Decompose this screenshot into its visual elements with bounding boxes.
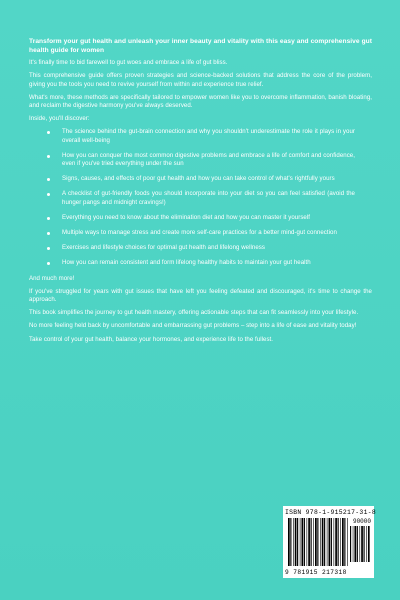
intro-paragraph-3: What's more, these methods are specifically tailored to empower women like you to overcome inflammation, banish bloating, and reclaim the digestive harmony you've always deserved. [29,93,372,109]
bullet-icon [47,217,50,220]
closing-paragraph-2: This book simplifies the journey to gut health mastery, offering actionable steps that can fit seamlessly into your lifestyle. [29,309,359,317]
list-item [47,175,355,183]
isbn-barcode [283,506,374,578]
intro-paragraph-1: It's finally time to bid farewell to gut woes and embrace a life of gut bliss. [29,59,228,67]
bullet-icon [47,131,50,134]
list-item [47,229,355,237]
bullet-icon [47,155,50,158]
list-item [47,190,355,206]
list-item [47,214,355,222]
barcode-bars [288,518,350,566]
bullet-icon [47,262,50,265]
list-item [47,259,355,267]
closing-paragraph-1: If you've struggled for years with gut issues that have left you feeling defeated and discouraged, it's time to change the approach. [29,287,372,304]
list-item-text: Multiple ways to manage stress and create more self-care practices for a better mind-gut connection [62,229,337,237]
isbn-label: ISBN 978-1-915217-31-8 [285,509,376,516]
list-item-text: Everything you need to know about the elimination diet and how you can master it yourself [62,213,311,221]
list-item-text: Signs, causes, and effects of poor gut health and how you can take control of what's rightfully yours [62,175,335,183]
headline: Transform your gut health and unleash your inner beauty and vitality with this easy and comprehensive gut health guide for women [29,38,372,54]
list-item [47,244,355,252]
discover-label: Inside, you'll discover: [29,115,90,123]
price-barcode-bars [350,526,370,562]
list-item [47,152,355,168]
feature-list [47,128,355,267]
price-code: 90000 [352,518,371,525]
list-item-text: The science behind the gut-brain connection and why you shouldn't underestimate the role it plays in your overall well-being [62,128,355,144]
list-item-text: A checklist of gut-friendly foods you should incorporate into your diet so you can feel satisfied (avoid the hunger pangs and midnight cravings!) [62,190,355,206]
and-more-text: And much more! [29,274,75,282]
closing-paragraph-3: No more feeling held back by uncomfortable and embarrassing gut problems – step into a life of ease and vitality today! [29,322,357,330]
list-item-text: How you can conquer the most common digestive problems and embrace a life of comfort and confidence, even if you've tried everything under the sun [62,151,355,168]
bullet-icon [47,247,50,250]
list-item-text: Exercises and lifestyle choices for optimal gut health and lifelong wellness [62,244,265,252]
intro-paragraph-2: This comprehensive guide offers proven strategies and science-backed solutions that address the core of the problem, giving you the tools you need to revive yourself from within and experience true relief. [29,72,372,88]
bullet-icon [47,193,50,196]
ean-digits: 9 781915 217318 [285,569,347,576]
bullet-icon [47,232,50,235]
bullet-icon [47,178,50,181]
closing-paragraph-4: Take control of your gut health, balance your hormones, and experience life to the fullest. [29,335,274,343]
blurb-content [29,38,372,349]
list-item-text: How you can remain consistent and form lifelong healthy habits to maintain your gut health [62,259,311,267]
list-item [47,128,355,144]
